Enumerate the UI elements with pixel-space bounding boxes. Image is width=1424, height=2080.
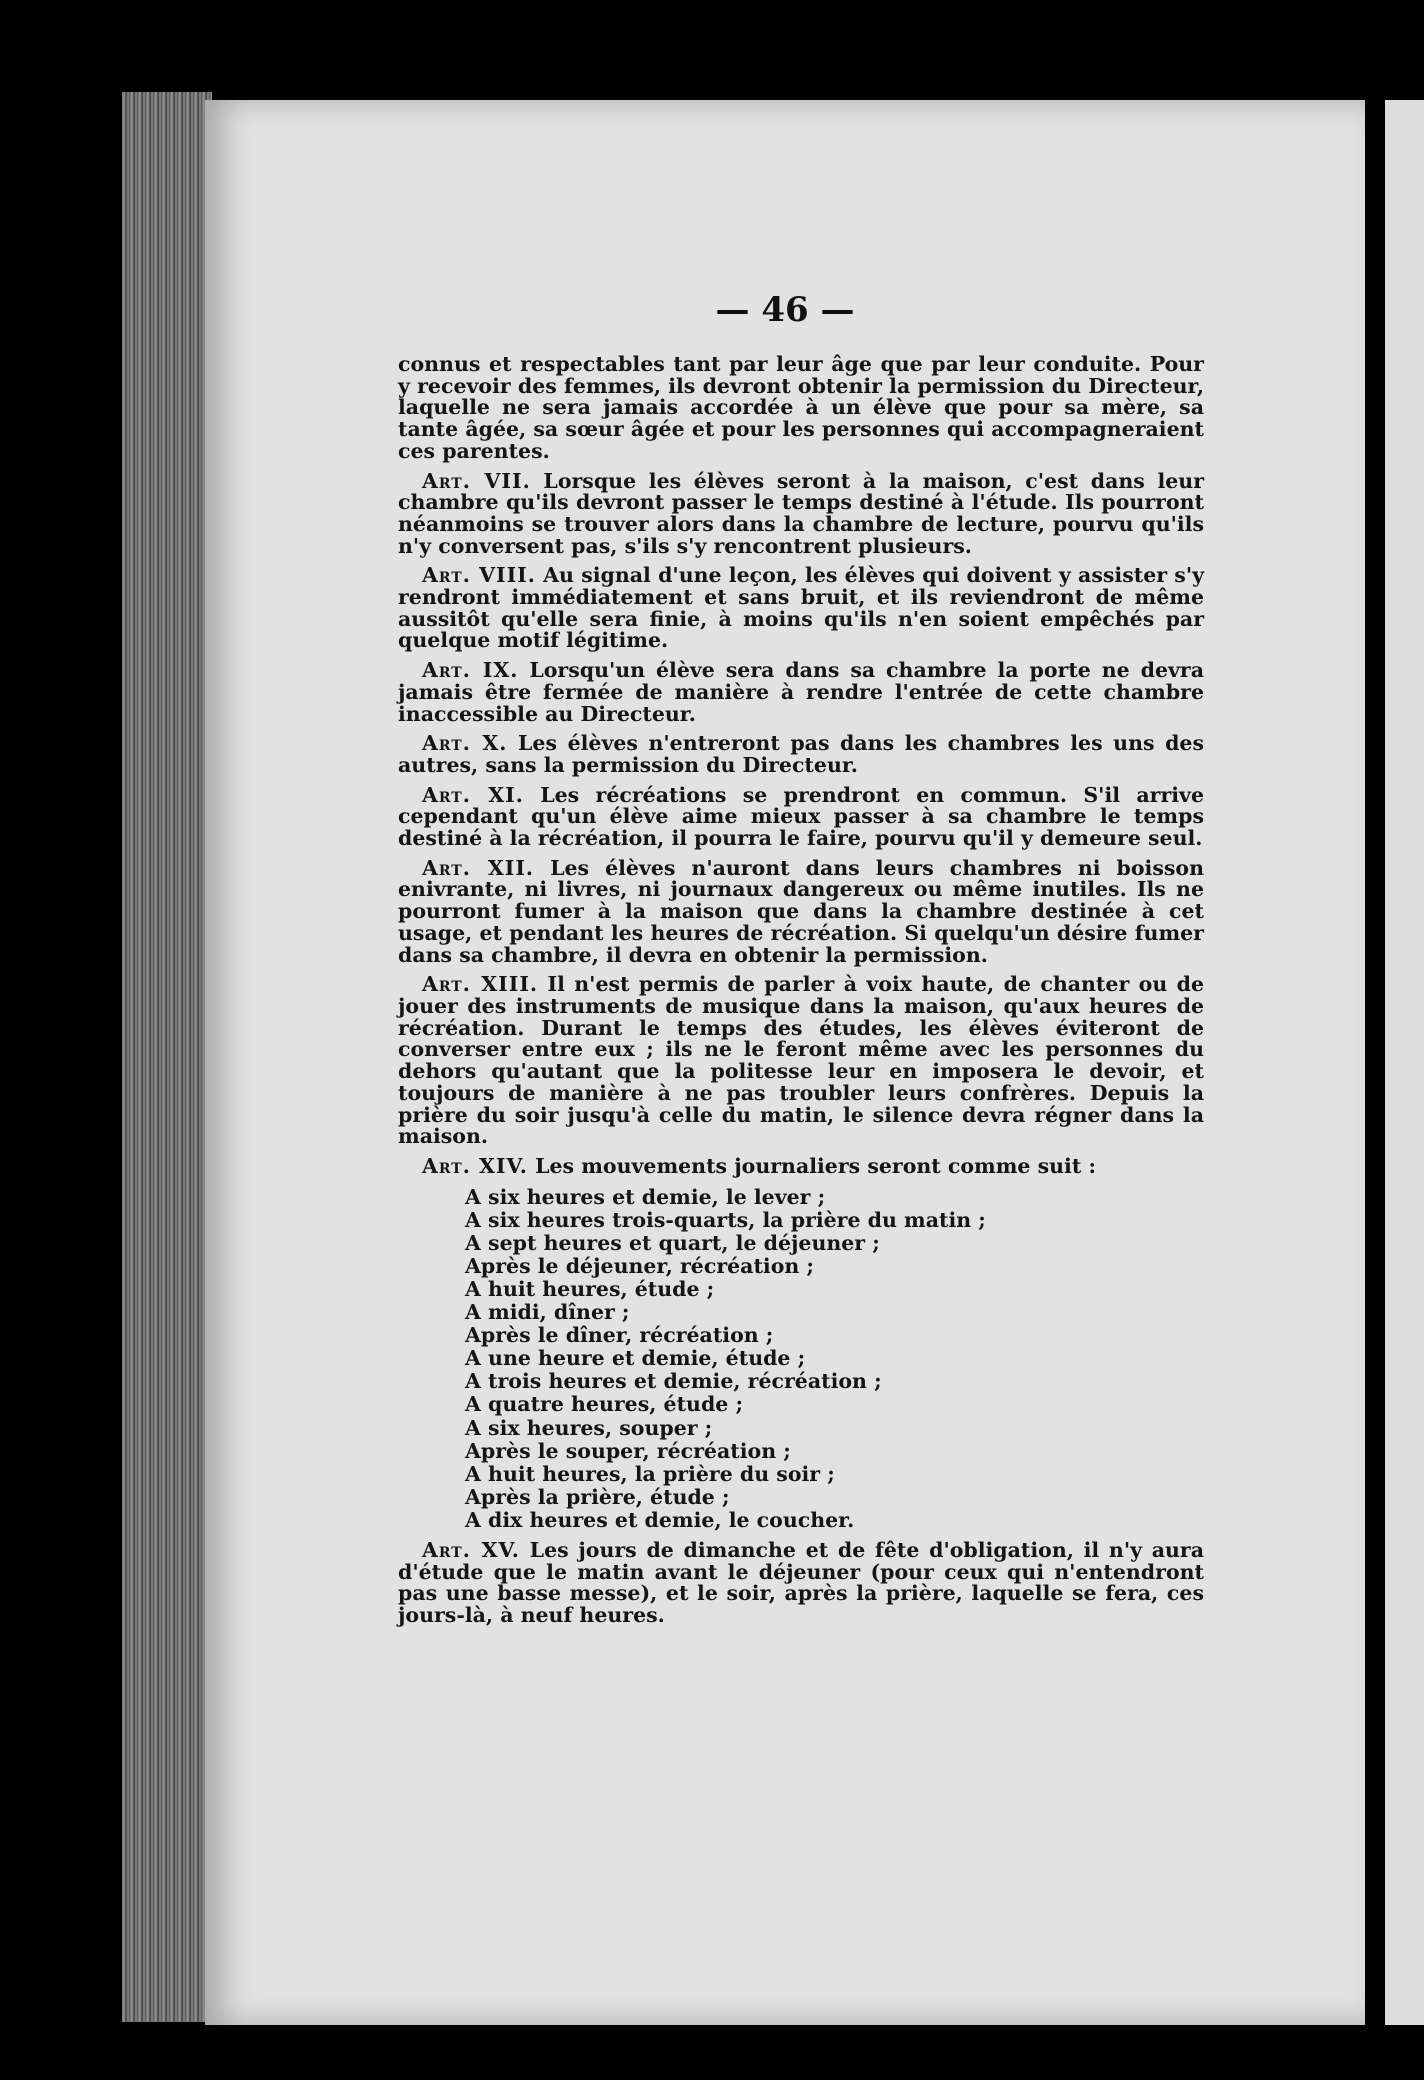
article-8 [398,565,1204,652]
page-number: — 46 — [715,290,855,330]
schedule-item: Après le souper, récréation ; [465,1438,791,1463]
intro-paragraph: connus et respectables tant par leur âge que par leur conduite. Pour y recevoir des femmes, ils devront obtenir la permission du Directeur, laquelle ne sera jamais accordée à un élève que pour sa mère, sa tante âgée, sa sœur âgée et pour les personnes qui accompagneraient ces parentes. [398,352,1204,463]
schedule-item: A quatre heures, étude ; [465,1392,744,1417]
schedule-item: A trois heures et demie, récréation ; [465,1369,882,1394]
article-label: Art. XIV. [422,1153,528,1178]
article-text: Les élèves n'auront dans leurs chambres ni boisson enivrante, ni livres, ni journaux dangereux ou même inutiles. Ils ne pourront fumer à la maison que dans la chambre destinée à cet usage, et pendant les heures de récréation. Si quelqu'un désire fumer dans sa chambre, il devra en obtenir la permission. [398,855,1204,967]
schedule-item: A six heures, souper ; [465,1415,713,1440]
schedule-item: A sept heures et quart, le déjeuner ; [465,1230,880,1255]
schedule-item: A huit heures, la prière du soir ; [465,1461,835,1486]
page-text [398,354,1204,1635]
article-text: Il n'est permis de parler à voix haute, de chanter ou de jouer des instruments de musique dans la maison, qu'aux heures de récréation. Durant le temps des études, les élèves éviteront de converser entre eux ; ils ne le feront même avec les personnes du dehors qu'autant que la politesse leur en imposera le devoir, et toujours de manière à ne pas troubler leurs confrères. Depuis la prière du soir jusqu'à celle du matin, le silence devra régner dans la maison. [398,972,1205,1149]
daily-schedule [465,1186,1204,1532]
book-page [205,100,1365,2025]
schedule-item: Après la prière, étude ; [465,1484,730,1509]
article-text: Les récréations se prendront en commun. S'il arrive cependant qu'un élève aime mieux passer à sa chambre le temps destiné à la récréation, il pourra le faire, pourvu qu'il y demeure seul. [398,782,1204,851]
article-text: Les élèves n'entreront pas dans les chambres les uns des autres, sans la permission du Directeur. [398,731,1204,777]
article-15 [398,1540,1204,1627]
schedule-item: A six heures et demie, le lever ; [465,1184,826,1209]
schedule-item: A midi, dîner ; [465,1300,630,1325]
article-label: Art. XI. [422,782,524,807]
article-text: Lorsqu'un élève sera dans sa chambre la porte ne devra jamais être fermée de manière à rendre l'entrée de cette chambre inaccessible au Directeur. [398,658,1204,726]
article-label: Art. XII. [422,855,535,880]
article-7 [398,468,1204,558]
article-10 [398,733,1204,776]
article-12 [398,855,1204,967]
article-label: Art. XIII. [422,972,539,997]
article-label: Art. VIII. [422,563,536,588]
article-label: Art. X. [422,731,508,756]
article-text: Lorsque les élèves seront à la maison, c'est dans leur chambre qu'ils devront passer le temps destiné à l'étude. Ils pourront néanmoins se trouver alors dans la chambre de lecture, pourvu qu'ils n'y conversent pas, s'ils s'y rencontrent plusieurs. [398,468,1204,558]
schedule-item: Après le déjeuner, récréation ; [465,1253,814,1278]
article-13 [398,974,1204,1148]
article-9 [398,660,1204,725]
schedule-item: A dix heures et demie, le coucher. [465,1507,855,1532]
schedule-item: Après le dîner, récréation ; [465,1323,774,1348]
article-14 [398,1153,1204,1178]
article-text: Les jours de dimanche et de fête d'obligation, il n'y aura d'étude que le matin avant le déjeuner (pour ceux qui n'entendront pas une basse messe), et le soir, après la prière, laquelle se fera, ces jours-là, à neuf heures. [398,1538,1204,1628]
article-text: Au signal d'une leçon, les élèves qui doivent y assister s'y rendront immédiatement et sans bruit, et ils reviendront de même aussitôt qu'elle sera finie, à moins qu'ils n'en soient empêchés par quelque motif légitime. [398,563,1205,653]
schedule-item: A huit heures, étude ; [465,1276,715,1301]
article-text: Les mouvements journaliers seront comme suit : [535,1153,1097,1178]
book-page-edges [122,92,212,2022]
article-label: Art. VII. [422,468,531,493]
article-label: Art. IX. [422,658,519,683]
article-label: Art. XV. [422,1538,520,1563]
schedule-item: A une heure et demie, étude ; [465,1346,806,1371]
facing-page-edge [1385,100,1424,2025]
article-11 [398,782,1204,851]
schedule-item: A six heures trois-quarts, la prière du matin ; [465,1207,986,1232]
